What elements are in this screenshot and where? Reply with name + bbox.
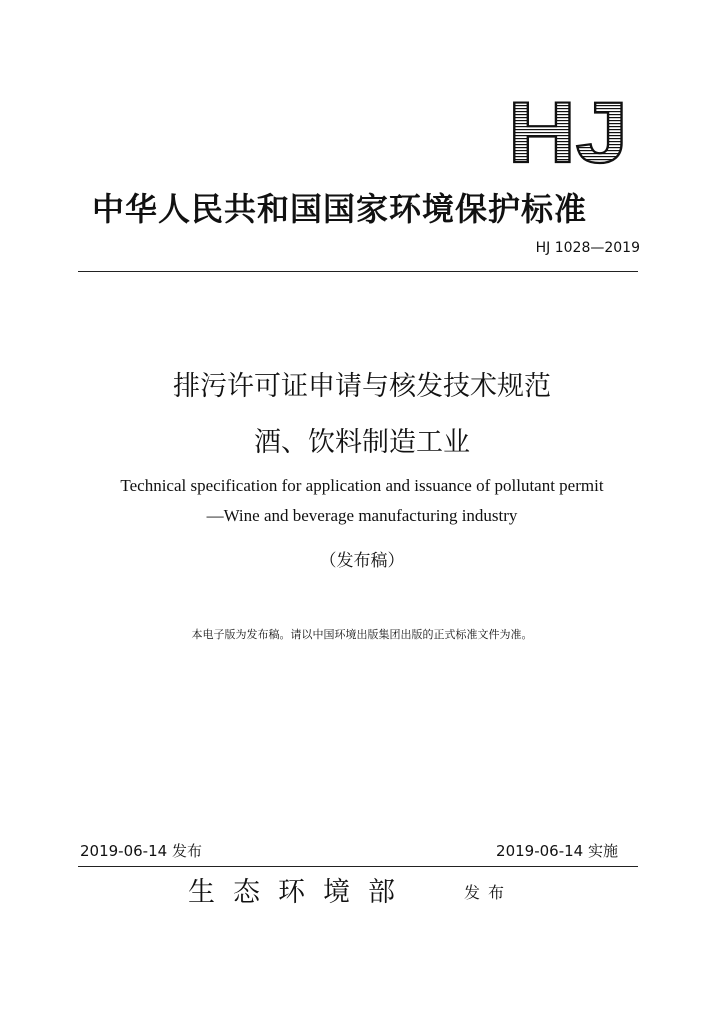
title-english-line-1: Technical specification for application and issuance of pollutant permit xyxy=(120,476,604,495)
implementation-date: 2019-06-14 实施 xyxy=(496,842,618,860)
standard-classification: 中华人民共和国国家环境保护标准 xyxy=(92,190,588,228)
draft-label: （发布稿） xyxy=(319,551,405,571)
standard-code: HJ 1028—2019 xyxy=(535,240,640,256)
issuing-authority: 生态环境部 xyxy=(188,877,413,908)
title-english-line-2: —Wine and beverage manufacturing industry xyxy=(206,506,518,525)
footer-divider xyxy=(78,866,638,867)
hj-logo xyxy=(506,96,630,166)
electronic-edition-notice: 本电子版为发布稿。请以中国环境出版集团出版的正式标准文件为准。 xyxy=(191,628,533,641)
svg-text:HJ: HJ xyxy=(508,96,628,166)
title-chinese-line-2: 酒、饮料制造工业 xyxy=(254,427,470,458)
issue-date: 2019-06-14 发布 xyxy=(80,842,202,860)
title-chinese-line-1: 排污许可证申请与核发技术规范 xyxy=(173,371,551,402)
header-divider xyxy=(78,271,638,272)
issued-label: 发布 xyxy=(464,883,513,902)
